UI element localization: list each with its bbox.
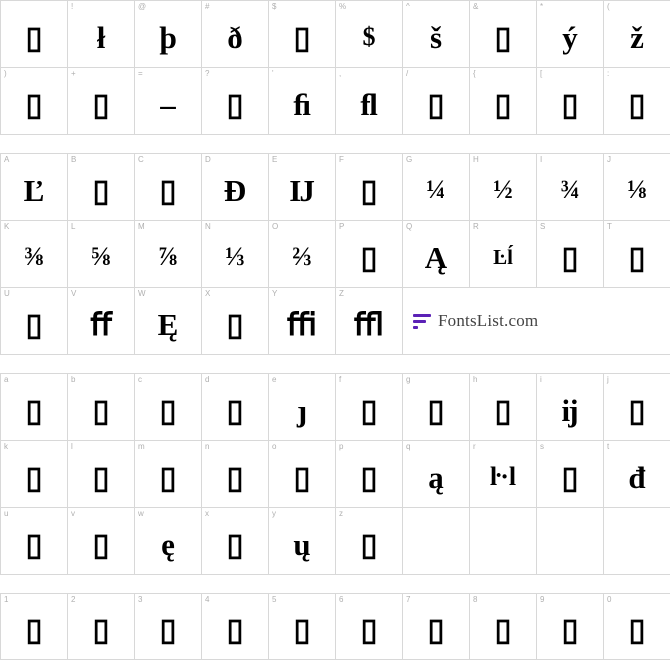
watermark-cell [403,288,670,355]
glyph-cell[interactable] [269,441,336,508]
glyph-character: ▯ [494,392,512,428]
glyph-character: ▯ [628,239,646,275]
glyph-key-label: o [272,442,277,451]
glyph-key-label: : [607,69,610,78]
glyph-cell[interactable] [202,154,269,221]
glyph-character: – [160,86,176,122]
glyph-cell[interactable] [269,221,336,288]
glyph-key-label: b [71,375,76,384]
glyph-character: ▯ [25,612,43,647]
glyph-key-label: d [205,375,210,384]
glyph-character: ¼ [426,175,446,204]
glyph-character: ▯ [226,612,244,647]
glyph-character: ▯ [25,459,43,495]
glyph-cell[interactable] [470,154,537,221]
glyph-character: ▯ [92,172,110,208]
glyph-cell[interactable] [202,221,269,288]
glyph-cell[interactable] [403,154,470,221]
glyph-cell[interactable] [68,594,135,660]
glyph-character: ▯ [226,392,244,428]
glyph-cell[interactable] [604,68,670,135]
glyph-key-label: W [138,289,146,298]
glyph-character: ▯ [494,19,512,55]
glyph-key-label: w [138,509,144,518]
glyph-cell[interactable] [537,221,604,288]
glyph-key-label: V [71,289,77,298]
glyph-cell[interactable] [403,68,470,135]
glyph-key-label: U [4,289,10,298]
glyph-cell[interactable] [336,508,403,575]
glyph-key-label: l [71,442,73,451]
glyph-character: ý [562,19,578,55]
glyph-cell[interactable] [68,374,135,441]
glyph-cell[interactable] [604,441,670,508]
glyph-cell[interactable] [68,154,135,221]
glyph-character: ▯ [360,612,378,647]
glyph-character: ▯ [494,612,512,647]
glyph-grid-block-b [0,153,670,355]
glyph-character: ﬀ [90,306,112,342]
glyph-character: ▯ [628,86,646,122]
glyph-cell[interactable] [269,508,336,575]
glyph-character: ⅞ [158,242,178,271]
glyph-character: ▯ [226,86,244,122]
glyph-key-label: J [607,155,611,164]
glyph-character: ▯ [92,392,110,428]
glyph-character: ▯ [561,612,579,647]
glyph-key-label: H [473,155,479,164]
glyph-cell[interactable] [135,288,202,355]
glyph-character: ▯ [427,392,445,428]
glyph-cell[interactable] [1,594,68,660]
glyph-character: ŀ·l [489,462,517,491]
glyph-key-label: x [205,509,209,518]
glyph-key-label: n [205,442,210,451]
glyph-key-label: e [272,375,277,384]
glyph-key-label: m [138,442,145,451]
glyph-cell[interactable] [135,594,202,660]
glyph-character: ▯ [92,526,110,562]
glyph-key-label: M [138,222,145,231]
glyph-character: ▯ [25,19,43,55]
glyph-cell[interactable] [269,374,336,441]
glyph-character: ł [96,19,106,55]
glyph-key-label: p [339,442,344,451]
glyph-character: ▯ [360,459,378,495]
glyph-cell[interactable] [403,441,470,508]
glyph-character: ▯ [561,459,579,495]
glyph-key-label: z [339,509,343,518]
glyph-key-label: F [339,155,344,164]
glyph-key-label: k [4,442,8,451]
glyph-character: đ [628,459,646,495]
glyph-cell[interactable] [202,441,269,508]
glyph-character: ▯ [25,392,43,428]
glyph-character: ▯ [226,306,244,342]
glyph-cell[interactable] [135,68,202,135]
glyph-character: Ĳ [289,172,315,208]
glyph-character: ﬂ [360,86,378,122]
glyph-character [604,508,670,574]
glyph-key-label: j [607,375,609,384]
glyph-key-label: { [473,69,476,78]
glyph-cell[interactable] [202,508,269,575]
glyph-key-label: v [71,509,75,518]
glyph-character: ¾ [560,175,580,204]
fontslist-watermark [403,288,670,354]
glyph-grid-block-a [0,0,670,135]
glyph-key-label: I [540,155,543,164]
glyph-character: ▯ [159,172,177,208]
glyph-cell-empty [403,508,470,575]
glyph-character: ȷ [296,392,308,428]
glyph-key-label: X [205,289,211,298]
glyph-cell[interactable] [604,154,670,221]
glyph-cell[interactable] [537,154,604,221]
glyph-key-label: T [607,222,612,231]
glyph-character: Ą [424,239,448,275]
glyph-cell[interactable] [470,594,537,660]
glyph-key-label: O [272,222,279,231]
glyph-cell-empty [537,508,604,575]
glyph-character: ▯ [360,239,378,275]
glyph-cell[interactable] [537,374,604,441]
glyph-cell[interactable] [202,1,269,68]
glyph-character: ⅝ [91,242,111,271]
glyph-key-label: G [406,155,413,164]
glyph-character: ð [227,19,243,55]
glyph-cell[interactable] [537,1,604,68]
glyph-character: š [429,19,443,55]
glyph-cell[interactable] [68,288,135,355]
glyph-character: Ŀĺ [493,244,513,269]
glyph-cell[interactable] [269,68,336,135]
glyph-cell[interactable] [403,594,470,660]
block-separator [0,575,670,593]
glyph-cell[interactable] [336,441,403,508]
glyph-character: ▯ [159,392,177,428]
glyph-character: ▯ [494,86,512,122]
glyph-key-label: 0 [607,595,612,604]
glyph-key-label: 1 [4,595,9,604]
glyph-character: ▯ [561,86,579,122]
glyph-character: ▯ [360,526,378,562]
glyph-key-label: ' [272,69,274,78]
glyph-cell[interactable] [336,1,403,68]
glyph-key-label: & [473,2,479,11]
glyph-key-label: q [406,442,411,451]
glyph-character [470,508,536,574]
glyph-cell-empty [470,508,537,575]
glyph-cell[interactable] [135,374,202,441]
glyph-key-label: 7 [406,595,411,604]
glyph-cell[interactable] [604,374,670,441]
glyph-cell[interactable] [269,1,336,68]
glyph-character: ▯ [92,612,110,647]
block-separator [0,135,670,153]
glyph-key-label: * [540,2,544,11]
glyph-key-label: s [540,442,544,451]
glyph-key-label: a [4,375,9,384]
glyph-cell[interactable] [68,1,135,68]
glyph-key-label: R [473,222,479,231]
glyph-key-label: A [4,155,10,164]
glyph-cell[interactable] [1,374,68,441]
glyph-cell[interactable] [403,221,470,288]
glyph-character: ▯ [293,459,311,495]
glyph-cell[interactable] [135,508,202,575]
fontslist-brand-label: FontsList.com [438,311,539,330]
glyph-key-label: S [540,222,546,231]
glyph-character: ▯ [293,19,311,55]
glyph-key-label: 3 [138,595,143,604]
glyph-cell[interactable] [604,594,670,660]
glyph-cell[interactable] [403,1,470,68]
glyph-cell[interactable] [1,154,68,221]
glyph-cell[interactable] [1,1,68,68]
glyph-character: ▯ [92,459,110,495]
glyph-character: ▯ [360,172,378,208]
glyph-key-label: + [71,69,76,78]
glyph-cell[interactable] [135,221,202,288]
glyph-character: ▯ [159,459,177,495]
glyph-key-label: [ [540,69,543,78]
glyph-key-label: 9 [540,595,545,604]
glyph-key-label: 6 [339,595,344,604]
glyph-key-label: % [339,2,347,11]
glyph-grid-block-c [0,373,670,575]
glyph-cell[interactable] [537,441,604,508]
glyph-character [403,508,469,574]
glyph-key-label: Y [272,289,278,298]
glyph-key-label: h [473,375,478,384]
glyph-character: ⅛ [627,175,647,204]
glyph-character: ▯ [427,612,445,647]
block-separator [0,355,670,373]
glyph-key-label: 5 [272,595,277,604]
glyph-key-label: g [406,375,411,384]
glyph-character: $ [362,22,376,51]
glyph-cell[interactable] [1,508,68,575]
glyph-character: ▯ [226,526,244,562]
glyph-key-label: f [339,375,342,384]
glyph-character: ⅜ [24,242,44,271]
glyph-key-label: , [339,69,342,78]
glyph-key-label: ( [607,2,610,11]
glyph-cell[interactable] [336,221,403,288]
glyph-key-label: D [205,155,211,164]
glyph-cell[interactable] [1,441,68,508]
glyph-cell[interactable] [135,441,202,508]
glyph-key-label: y [272,509,276,518]
glyph-cell[interactable] [135,154,202,221]
glyph-cell[interactable] [537,594,604,660]
glyph-character: ▯ [427,86,445,122]
glyph-key-label: r [473,442,476,451]
glyph-character: Ľ [23,172,45,208]
glyph-key-label: # [205,2,210,11]
glyph-cell[interactable] [1,68,68,135]
glyph-key-label: L [71,222,76,231]
glyph-cell[interactable] [269,154,336,221]
glyph-character: ą [428,459,444,495]
glyph-character: ž [630,19,644,55]
glyph-key-label: 8 [473,595,478,604]
glyph-cell[interactable] [68,441,135,508]
glyph-character: ⅓ [225,242,245,271]
glyph-cell[interactable] [68,68,135,135]
glyph-cell[interactable] [202,288,269,355]
glyph-cell[interactable] [269,288,336,355]
glyph-cell[interactable] [336,154,403,221]
glyph-cell[interactable] [1,288,68,355]
glyph-key-label: ! [71,2,74,11]
glyph-cell[interactable] [470,221,537,288]
glyph-cell[interactable] [1,221,68,288]
glyph-cell[interactable] [336,374,403,441]
glyph-key-label: N [205,222,211,231]
glyph-cell[interactable] [604,221,670,288]
glyph-key-label: = [138,69,143,78]
glyph-character: ▯ [628,612,646,647]
glyph-cell-empty [604,508,670,575]
glyph-key-label: @ [138,2,147,11]
glyph-character: ▯ [226,459,244,495]
glyph-key-label: ^ [406,2,410,11]
glyph-character: ę [161,526,175,562]
glyph-key-label: u [4,509,9,518]
glyph-character: ▯ [25,306,43,342]
glyph-character: ▯ [561,239,579,275]
glyph-key-label: 4 [205,595,210,604]
glyph-character: ĳ [561,392,579,428]
glyph-character: ﬄ [354,306,384,342]
glyph-character: ▯ [293,612,311,647]
glyph-cell[interactable] [537,68,604,135]
glyph-character: ⅔ [292,242,312,271]
glyph-key-label: 2 [71,595,76,604]
glyph-cell[interactable] [336,594,403,660]
glyph-key-label: B [71,155,77,164]
glyph-character: ½ [493,175,513,204]
glyph-key-label: E [272,155,278,164]
glyph-cell[interactable] [68,221,135,288]
glyph-character: ų [293,526,311,562]
glyph-key-label: P [339,222,345,231]
glyph-key-label: K [4,222,10,231]
glyph-grid-block-d [0,593,670,660]
glyph-cell[interactable] [135,1,202,68]
glyph-character: ▯ [25,86,43,122]
glyph-character [537,508,603,574]
glyph-key-label: ? [205,69,210,78]
glyph-cell[interactable] [403,374,470,441]
glyph-key-label: $ [272,2,277,11]
glyph-key-label: t [607,442,610,451]
glyph-character: ﬁ [293,86,311,122]
glyph-cell[interactable] [269,594,336,660]
glyph-key-label: / [406,69,409,78]
glyph-key-label: Z [339,289,344,298]
glyph-cell[interactable] [470,68,537,135]
glyph-character: ▯ [92,86,110,122]
glyph-character: ▯ [25,526,43,562]
glyph-cell[interactable] [336,68,403,135]
glyph-character: ▯ [628,392,646,428]
glyph-cell[interactable] [202,594,269,660]
glyph-key-label: ) [4,69,7,78]
glyph-cell[interactable] [470,374,537,441]
glyph-character: ▯ [159,612,177,647]
glyph-character: ﬃ [287,306,317,342]
glyph-cell[interactable] [68,508,135,575]
glyph-key-label: Q [406,222,413,231]
glyph-character: ▯ [360,392,378,428]
glyph-key-label: C [138,155,144,164]
glyph-key-label: c [138,375,142,384]
glyph-cell[interactable] [470,441,537,508]
glyph-character: Đ [223,172,247,208]
fontslist-logo-icon [413,314,431,329]
glyph-character: þ [159,19,177,55]
glyph-character: Ę [157,306,179,342]
glyph-key-label: i [540,375,542,384]
glyph-cell[interactable] [202,68,269,135]
glyph-cell[interactable] [604,1,670,68]
glyph-cell[interactable] [202,374,269,441]
glyph-cell[interactable] [336,288,403,355]
glyph-cell[interactable] [470,1,537,68]
